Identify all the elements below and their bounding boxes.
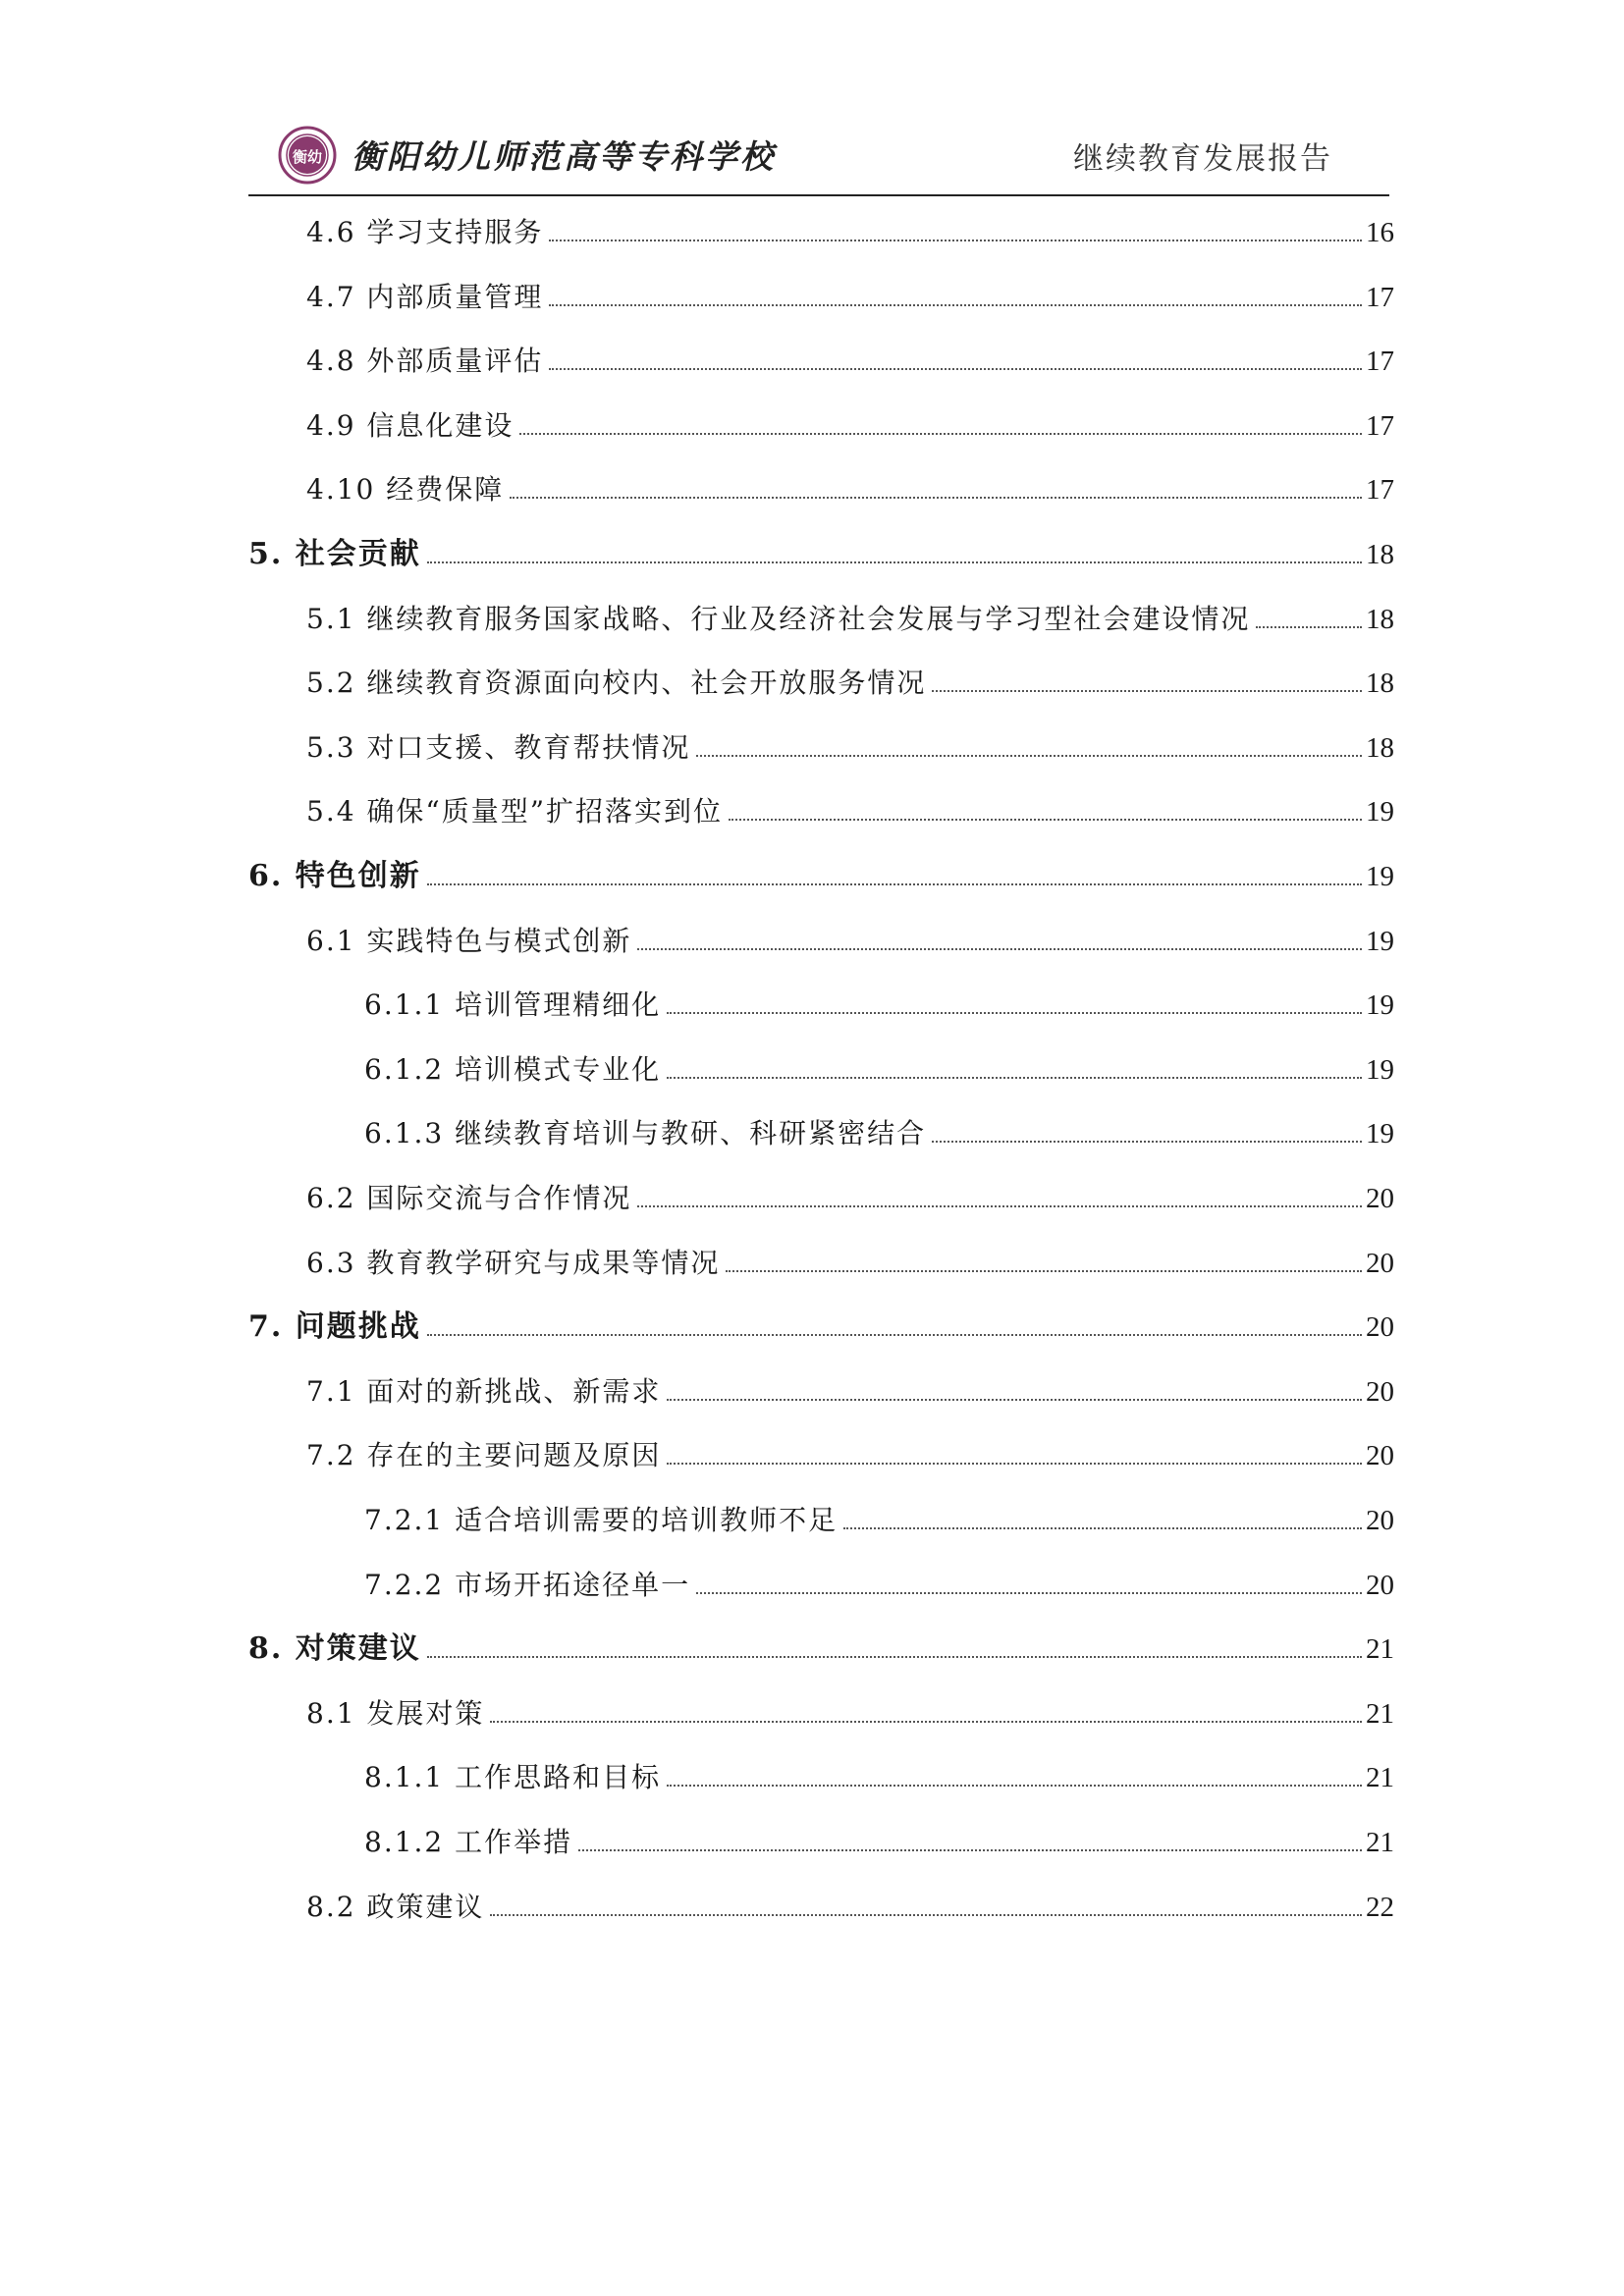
toc-dot-leader [667, 1785, 1362, 1787]
toc-dot-leader [510, 497, 1362, 499]
toc-page-number: 21 [1366, 1633, 1394, 1666]
toc-entry[interactable] [364, 1111, 1394, 1150]
toc-dot-leader [578, 1849, 1362, 1851]
toc-entry[interactable] [364, 1047, 1394, 1087]
toc-entry-label: 6. 特色创新 [248, 859, 421, 893]
toc-dot-leader [549, 368, 1362, 370]
toc-dot-leader [549, 240, 1362, 241]
toc-entry[interactable] [306, 1241, 1394, 1280]
toc-page-number: 21 [1366, 1827, 1394, 1858]
toc-page-number: 18 [1366, 667, 1394, 700]
toc-entry-label: 8.1 发展对策 [306, 1696, 485, 1730]
toc-dot-leader [637, 1205, 1362, 1207]
toc-entry[interactable] [306, 403, 1394, 443]
toc-dot-leader [427, 1334, 1362, 1336]
toc-page-number: 19 [1366, 925, 1394, 957]
toc-entry-label: 7.2.1 适合培训需要的培训教师不足 [364, 1504, 839, 1536]
toc-page-number: 20 [1366, 1505, 1394, 1536]
toc-page-number: 20 [1366, 1440, 1394, 1472]
toc-entry-label: 7.1 面对的新挑战、新需求 [306, 1374, 662, 1408]
toc-dot-leader [427, 561, 1362, 563]
toc-entry[interactable] [306, 1176, 1394, 1215]
toc-entry-label: 4.10 经费保障 [306, 473, 505, 507]
toc-entry[interactable] [306, 210, 1394, 249]
toc-page-number: 19 [1366, 1118, 1394, 1150]
toc-entry[interactable] [364, 983, 1394, 1022]
toc-entry-label: 8. 对策建议 [248, 1631, 421, 1667]
school-seal-logo [278, 126, 337, 185]
toc-page-number: 20 [1366, 1375, 1394, 1408]
toc-page-number: 21 [1366, 1762, 1394, 1794]
page-header [248, 118, 1389, 196]
toc-dot-leader [427, 883, 1362, 885]
toc-dot-leader [667, 1012, 1362, 1014]
toc-page-number: 19 [1366, 1053, 1394, 1086]
toc-entry[interactable] [306, 1433, 1394, 1472]
toc-page-number: 16 [1366, 217, 1394, 248]
toc-entry[interactable] [364, 1498, 1394, 1537]
toc-entry[interactable] [306, 597, 1394, 636]
toc-dot-leader [1256, 626, 1362, 628]
toc-entry-label: 5.1 继续教育服务国家战略、行业及经济社会发展与学习型社会建设情况 [306, 602, 1251, 635]
toc-page-number: 17 [1366, 346, 1394, 378]
toc-entry[interactable] [306, 789, 1394, 828]
toc-page-number: 18 [1366, 603, 1394, 635]
toc-dot-leader [667, 1463, 1362, 1465]
toc-entry[interactable] [306, 1369, 1394, 1409]
toc-entry-label: 4.9 信息化建设 [306, 408, 514, 442]
toc-dot-leader [427, 1656, 1362, 1658]
toc-dot-leader [667, 1077, 1362, 1079]
toc-entry[interactable] [248, 854, 1394, 893]
toc-page-number: 18 [1366, 731, 1394, 764]
toc-entry-label: 7. 问题挑战 [248, 1309, 421, 1345]
toc-entry-label: 6.1.3 继续教育培训与教研、科研紧密结合 [364, 1117, 927, 1150]
toc-entry-label: 6.3 教育教学研究与成果等情况 [306, 1246, 721, 1279]
toc-dot-leader [549, 304, 1362, 306]
toc-dot-leader [696, 755, 1362, 757]
toc-page-number: 19 [1366, 861, 1394, 892]
toc-dot-leader [843, 1527, 1362, 1529]
toc-entry[interactable] [306, 725, 1394, 765]
toc-entry-label: 7.2 存在的主要问题及原因 [306, 1439, 662, 1472]
toc-entry-label: 5. 社会贡献 [248, 537, 421, 571]
toc-page-number: 17 [1366, 281, 1394, 313]
toc-entry[interactable] [364, 1755, 1394, 1794]
toc-dot-leader [490, 1721, 1362, 1723]
seal-text: 衡幼 [292, 148, 323, 166]
toc-page-number: 20 [1366, 1247, 1394, 1279]
toc-entry[interactable] [364, 1820, 1394, 1859]
toc-entry-label: 8.1.2 工作举措 [364, 1826, 573, 1858]
toc-entry-label: 5.2 继续教育资源面向校内、社会开放服务情况 [306, 667, 927, 700]
toc-entry-label: 8.2 政策建议 [306, 1890, 485, 1923]
toc-entry-label: 5.3 对口支援、教育帮扶情况 [306, 730, 691, 764]
toc-entry[interactable] [306, 339, 1394, 378]
toc-entry[interactable] [306, 467, 1394, 507]
toc-entry[interactable] [306, 1885, 1394, 1924]
toc-entry[interactable] [306, 275, 1394, 314]
toc-page-number: 19 [1366, 989, 1394, 1022]
toc-entry-label: 6.1.1 培训管理精细化 [364, 988, 662, 1022]
toc-entry-label: 6.2 国际交流与合作情况 [306, 1182, 632, 1214]
toc-page-number: 20 [1366, 1569, 1394, 1601]
toc-page-number: 17 [1366, 409, 1394, 442]
toc-dot-leader [932, 690, 1362, 692]
toc-entry[interactable] [248, 1305, 1394, 1344]
toc-dot-leader [490, 1914, 1362, 1916]
toc-entry[interactable] [248, 1627, 1394, 1666]
toc-dot-leader [667, 1399, 1362, 1401]
toc-page-number: 20 [1366, 1183, 1394, 1214]
toc-entry[interactable] [364, 1563, 1394, 1602]
toc-entry-label: 5.4 确保“质量型”扩招落实到位 [306, 795, 724, 828]
toc-entry[interactable] [306, 919, 1394, 958]
toc-entry[interactable] [248, 532, 1394, 571]
toc-entry-label: 6.1 实践特色与模式创新 [306, 924, 632, 957]
toc-entry[interactable] [306, 661, 1394, 700]
report-title: 继续教育发展报告 [1073, 141, 1332, 177]
toc-page-number: 18 [1366, 539, 1394, 570]
toc-entry-label: 4.6 学习支持服务 [306, 216, 544, 248]
toc-dot-leader [729, 819, 1362, 821]
toc-dot-leader [932, 1141, 1362, 1143]
toc-dot-leader [519, 433, 1362, 435]
toc-entry-label: 6.1.2 培训模式专业化 [364, 1052, 662, 1086]
toc-entry[interactable] [306, 1691, 1394, 1731]
toc-dot-leader [696, 1592, 1362, 1594]
toc-dot-leader [726, 1270, 1362, 1272]
toc-page-number: 22 [1366, 1891, 1394, 1923]
toc-dot-leader [637, 948, 1362, 950]
toc-entry-label: 4.7 内部质量管理 [306, 280, 544, 313]
toc-page-number: 20 [1366, 1311, 1394, 1344]
school-name: 衡阳幼儿师范高等专科学校 [352, 137, 776, 176]
toc-entry-label: 8.1.1 工作思路和目标 [364, 1761, 662, 1794]
toc-page-number: 17 [1366, 474, 1394, 507]
toc-entry-label: 7.2.2 市场开拓途径单一 [364, 1568, 691, 1601]
toc-entry-label: 4.8 外部质量评估 [306, 345, 544, 378]
toc-page-number: 21 [1366, 1697, 1394, 1730]
toc-page-number: 19 [1366, 796, 1394, 828]
